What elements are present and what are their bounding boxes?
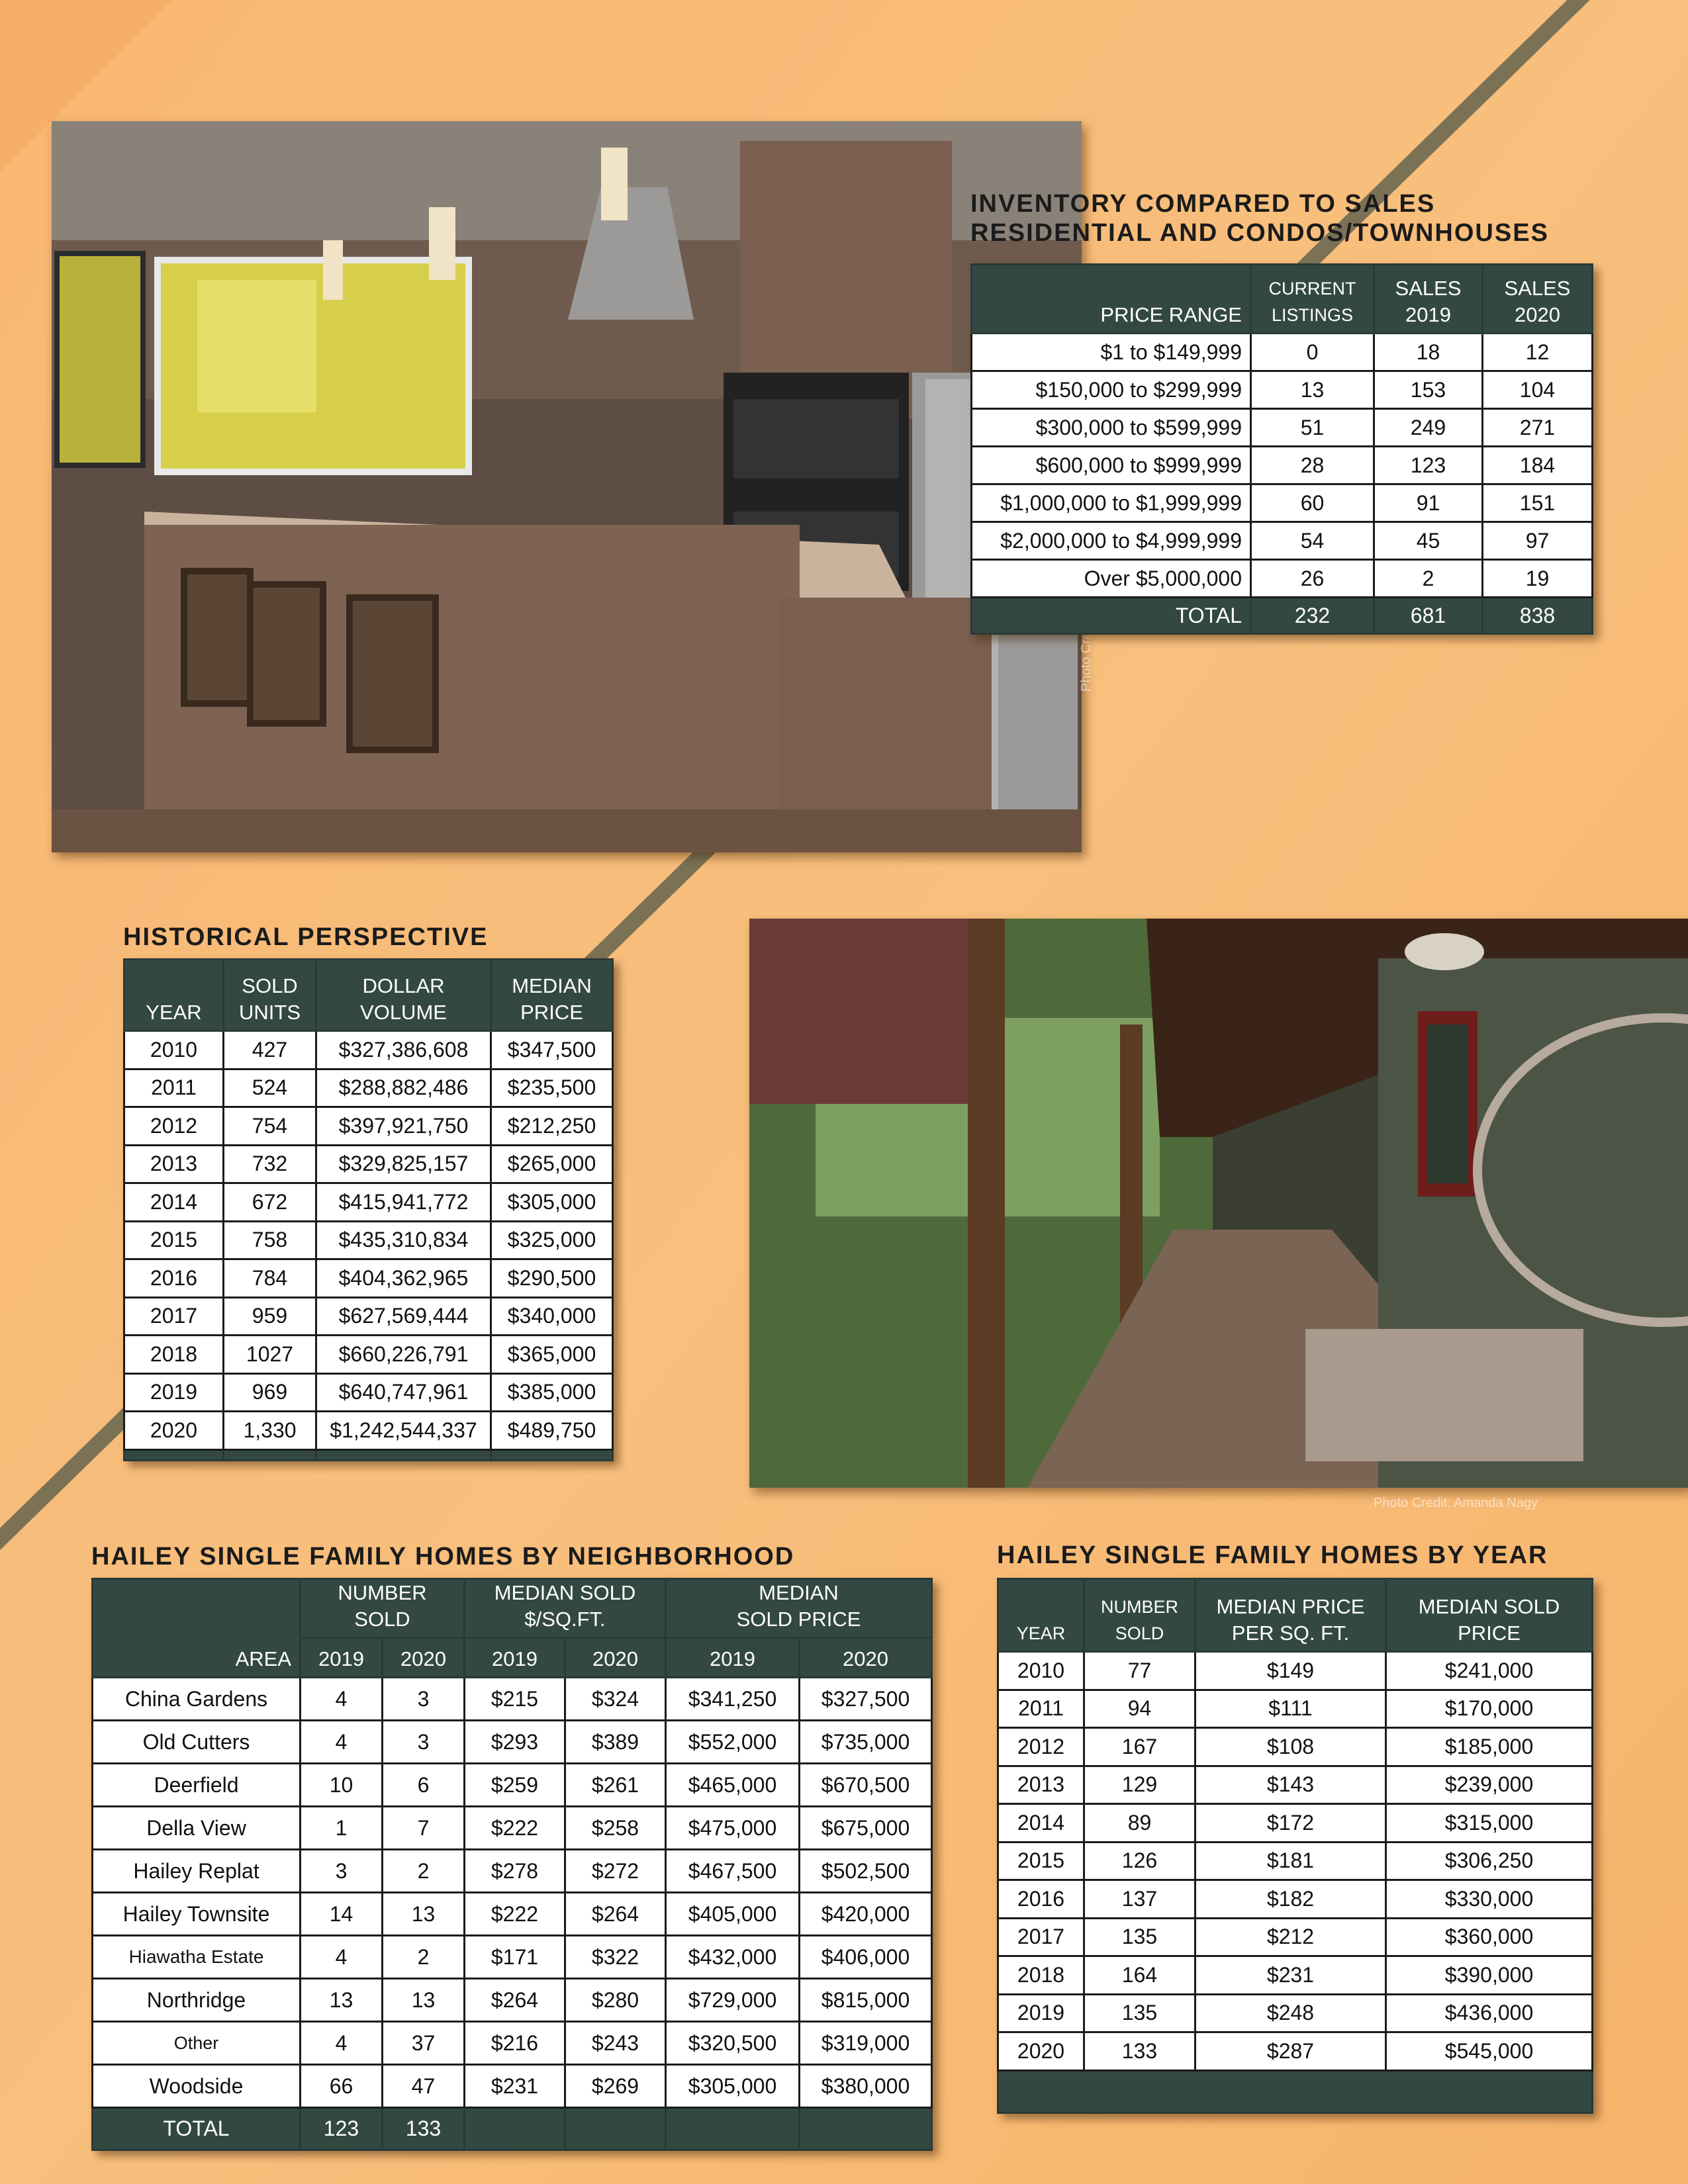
- neighborhood-row: [93, 1807, 932, 1850]
- median-ppsf-cell: $231: [1196, 1956, 1386, 1995]
- neighborhood-total-empty: [666, 2108, 800, 2150]
- dollar-volume-cell: $1,242,544,337: [316, 1412, 491, 1450]
- median-sqft-2019-cell: $278: [465, 1850, 565, 1893]
- median-sqft-2020-cell: $280: [565, 1979, 666, 2022]
- year-cell: 2013: [998, 1766, 1084, 1804]
- number-sold-2020-cell: 3: [383, 1678, 465, 1721]
- porch-photo-credit: Photo Credit: Amanda Nagy: [1374, 1496, 1538, 1510]
- historical-row: [124, 1183, 613, 1222]
- median-sqft-2020-cell: $272: [565, 1850, 666, 1893]
- inventory-title-line1: INVENTORY COMPARED TO SALES: [970, 190, 1436, 218]
- sales-2020-cell: 271: [1483, 409, 1593, 447]
- sales-2019-cell: 2: [1374, 560, 1483, 598]
- neighborhood-row: [93, 1678, 932, 1721]
- median-price-2020-cell: $406,000: [800, 1936, 932, 1979]
- price-range-cell: $1 to $149,999: [972, 334, 1251, 371]
- number-sold-cell: 133: [1084, 2032, 1196, 2071]
- sold-units-cell: 1027: [224, 1336, 316, 1374]
- current-listings-cell: 51: [1251, 409, 1374, 447]
- historical-header-year: YEAR: [124, 960, 224, 1031]
- median-price-cell: $365,000: [491, 1336, 613, 1374]
- sales-2019-cell: 91: [1374, 484, 1483, 522]
- median-price-2019-cell: $467,500: [666, 1850, 800, 1893]
- historical-row: [124, 1297, 613, 1336]
- historical-row: [124, 1145, 613, 1183]
- sold-units-cell: 959: [224, 1297, 316, 1336]
- sales-2019-cell: 18: [1374, 334, 1483, 371]
- sales-2020-cell: 19: [1483, 560, 1593, 598]
- inventory-title-line2: RESIDENTIAL AND CONDOS/TOWNHOUSES: [970, 219, 1549, 247]
- by-year-row: [998, 1728, 1593, 1766]
- median-sqft-2020-cell: $264: [565, 1893, 666, 1936]
- year-cell: 2015: [998, 1842, 1084, 1880]
- inventory-total-listings: 232: [1251, 598, 1374, 634]
- sold-units-cell: 524: [224, 1069, 316, 1107]
- median-sqft-2019-cell: $293: [465, 1721, 565, 1764]
- sold-units-cell: 732: [224, 1145, 316, 1183]
- neighborhood-subheader-2020: 2020: [800, 1638, 932, 1678]
- year-cell: 2011: [124, 1069, 224, 1107]
- neighborhood-subheader-2020: 2020: [383, 1638, 465, 1678]
- year-cell: 2016: [998, 1880, 1084, 1919]
- number-sold-cell: 129: [1084, 1766, 1196, 1804]
- by-year-row: [998, 1956, 1593, 1995]
- median-price-cell: $545,000: [1386, 2032, 1593, 2071]
- number-sold-2019-cell: 4: [301, 2022, 383, 2065]
- year-cell: 2014: [124, 1183, 224, 1222]
- median-ppsf-cell: $172: [1196, 1804, 1386, 1843]
- median-price-cell: $330,000: [1386, 1880, 1593, 1919]
- dollar-volume-cell: $640,747,961: [316, 1373, 491, 1412]
- inventory-header-price-range: PRICE RANGE: [972, 265, 1251, 334]
- dollar-volume-cell: $327,386,608: [316, 1031, 491, 1069]
- inventory-row: [972, 334, 1593, 371]
- inventory-row: [972, 447, 1593, 484]
- price-range-cell: Over $5,000,000: [972, 560, 1251, 598]
- neighborhood-subheader-2019: 2019: [465, 1638, 565, 1678]
- median-ppsf-cell: $181: [1196, 1842, 1386, 1880]
- neighborhood-row: [93, 1936, 932, 1979]
- median-sqft-2019-cell: $171: [465, 1936, 565, 1979]
- historical-footer-cell: [224, 1449, 316, 1460]
- number-sold-2019-cell: 4: [301, 1678, 383, 1721]
- area-cell: Hailey Townsite: [93, 1893, 301, 1936]
- number-sold-2020-cell: 13: [383, 1893, 465, 1936]
- number-sold-cell: 126: [1084, 1842, 1196, 1880]
- by-year-row: [998, 1880, 1593, 1919]
- price-range-cell: $600,000 to $999,999: [972, 447, 1251, 484]
- number-sold-2020-cell: 7: [383, 1807, 465, 1850]
- median-sqft-2019-cell: $222: [465, 1893, 565, 1936]
- area-cell: Della View: [93, 1807, 301, 1850]
- year-cell: 2014: [998, 1804, 1084, 1843]
- historical-footer-cell: [124, 1449, 224, 1460]
- number-sold-2020-cell: 3: [383, 1721, 465, 1764]
- number-sold-2020-cell: 2: [383, 1850, 465, 1893]
- year-cell: 2020: [124, 1412, 224, 1450]
- median-price-cell: $235,500: [491, 1069, 613, 1107]
- median-price-2020-cell: $502,500: [800, 1850, 932, 1893]
- median-ppsf-cell: $182: [1196, 1880, 1386, 1919]
- current-listings-cell: 26: [1251, 560, 1374, 598]
- historical-row: [124, 1069, 613, 1107]
- number-sold-2019-cell: 3: [301, 1850, 383, 1893]
- number-sold-2020-cell: 37: [383, 2022, 465, 2065]
- price-range-cell: $150,000 to $299,999: [972, 371, 1251, 409]
- inventory-header-sales-2019: SALES 2019: [1374, 265, 1483, 334]
- median-price-2020-cell: $380,000: [800, 2065, 932, 2108]
- median-price-2020-cell: $675,000: [800, 1807, 932, 1850]
- sales-2019-cell: 153: [1374, 371, 1483, 409]
- median-sqft-2019-cell: $216: [465, 2022, 565, 2065]
- neighborhood-total-2020: 133: [383, 2108, 465, 2150]
- inventory-header-sales-2020: SALES 2020: [1483, 265, 1593, 334]
- current-listings-cell: 60: [1251, 484, 1374, 522]
- historical-table: [123, 958, 614, 1461]
- inventory-table: [970, 263, 1593, 635]
- by-year-header-number-sold: NUMBER SOLD: [1084, 1579, 1196, 1652]
- dollar-volume-cell: $288,882,486: [316, 1069, 491, 1107]
- neighborhood-subheader-2019: 2019: [666, 1638, 800, 1678]
- historical-row: [124, 1221, 613, 1259]
- median-ppsf-cell: $287: [1196, 2032, 1386, 2071]
- current-listings-cell: 54: [1251, 522, 1374, 560]
- year-cell: 2019: [124, 1373, 224, 1412]
- median-price-cell: $360,000: [1386, 1918, 1593, 1956]
- dollar-volume-cell: $329,825,157: [316, 1145, 491, 1183]
- by-year-row: [998, 1766, 1593, 1804]
- year-cell: 2010: [998, 1652, 1084, 1690]
- area-cell: Deerfield: [93, 1764, 301, 1807]
- median-price-2020-cell: $815,000: [800, 1979, 932, 2022]
- by-year-header-median-price: MEDIAN SOLD PRICE: [1386, 1579, 1593, 1652]
- neighborhood-subheader-2020: 2020: [565, 1638, 666, 1678]
- by-year-row: [998, 1652, 1593, 1690]
- number-sold-cell: 135: [1084, 1918, 1196, 1956]
- by-year-row: [998, 2032, 1593, 2071]
- neighborhood-header-median-sqft: MEDIAN SOLD $/SQ.FT.: [465, 1579, 666, 1638]
- historical-row: [124, 1336, 613, 1374]
- median-price-2020-cell: $735,000: [800, 1721, 932, 1764]
- sold-units-cell: 758: [224, 1221, 316, 1259]
- median-price-2020-cell: $670,500: [800, 1764, 932, 1807]
- median-price-cell: $185,000: [1386, 1728, 1593, 1766]
- number-sold-2020-cell: 6: [383, 1764, 465, 1807]
- number-sold-2019-cell: 66: [301, 2065, 383, 2108]
- neighborhood-title: HAILEY SINGLE FAMILY HOMES BY NEIGHBORHOOD: [91, 1543, 795, 1570]
- neighborhood-header-median-price: MEDIAN SOLD PRICE: [666, 1579, 932, 1638]
- price-range-cell: $300,000 to $599,999: [972, 409, 1251, 447]
- number-sold-cell: 167: [1084, 1728, 1196, 1766]
- number-sold-2020-cell: 47: [383, 2065, 465, 2108]
- dollar-volume-cell: $660,226,791: [316, 1336, 491, 1374]
- median-price-cell: $347,500: [491, 1031, 613, 1069]
- sold-units-cell: 1,330: [224, 1412, 316, 1450]
- number-sold-2019-cell: 1: [301, 1807, 383, 1850]
- median-price-2019-cell: $305,000: [666, 2065, 800, 2108]
- neighborhood-total-label: TOTAL: [93, 2108, 301, 2150]
- historical-row: [124, 1107, 613, 1146]
- median-price-2020-cell: $319,000: [800, 2022, 932, 2065]
- neighborhood-row: [93, 1721, 932, 1764]
- median-price-cell: $290,500: [491, 1259, 613, 1298]
- area-cell: Other: [93, 2022, 301, 2065]
- median-ppsf-cell: $149: [1196, 1652, 1386, 1690]
- historical-row: [124, 1412, 613, 1450]
- median-sqft-2020-cell: $322: [565, 1936, 666, 1979]
- median-price-cell: $385,000: [491, 1373, 613, 1412]
- median-sqft-2019-cell: $222: [465, 1807, 565, 1850]
- median-price-2020-cell: $327,500: [800, 1678, 932, 1721]
- number-sold-cell: 164: [1084, 1956, 1196, 1995]
- current-listings-cell: 28: [1251, 447, 1374, 484]
- median-ppsf-cell: $212: [1196, 1918, 1386, 1956]
- median-price-cell: $265,000: [491, 1145, 613, 1183]
- median-ppsf-cell: $248: [1196, 1994, 1386, 2032]
- sold-units-cell: 784: [224, 1259, 316, 1298]
- year-cell: 2017: [124, 1297, 224, 1336]
- historical-header-sold-units: SOLD UNITS: [224, 960, 316, 1031]
- median-price-2020-cell: $420,000: [800, 1893, 932, 1936]
- sales-2019-cell: 123: [1374, 447, 1483, 484]
- median-sqft-2019-cell: $215: [465, 1678, 565, 1721]
- median-price-cell: $241,000: [1386, 1652, 1593, 1690]
- year-cell: 2018: [124, 1336, 224, 1374]
- median-sqft-2020-cell: $261: [565, 1764, 666, 1807]
- neighborhood-row: [93, 2022, 932, 2065]
- median-price-cell: $340,000: [491, 1297, 613, 1336]
- median-sqft-2020-cell: $258: [565, 1807, 666, 1850]
- inventory-row: [972, 371, 1593, 409]
- median-price-cell: $325,000: [491, 1221, 613, 1259]
- by-year-header-year: YEAR: [998, 1579, 1084, 1652]
- median-price-cell: $489,750: [491, 1412, 613, 1450]
- inventory-title: [970, 189, 1549, 248]
- area-cell: Hailey Replat: [93, 1850, 301, 1893]
- sales-2020-cell: 97: [1483, 522, 1593, 560]
- dollar-volume-cell: $627,569,444: [316, 1297, 491, 1336]
- median-price-2019-cell: $475,000: [666, 1807, 800, 1850]
- number-sold-2019-cell: 14: [301, 1893, 383, 1936]
- historical-header-dollar-volume: DOLLAR VOLUME: [316, 960, 491, 1031]
- historical-footer-cell: [491, 1449, 613, 1460]
- price-range-cell: $1,000,000 to $1,999,999: [972, 484, 1251, 522]
- by-year-row: [998, 1804, 1593, 1843]
- neighborhood-row: [93, 1764, 932, 1807]
- sales-2020-cell: 151: [1483, 484, 1593, 522]
- neighborhood-total-empty: [565, 2108, 666, 2150]
- sales-2019-cell: 249: [1374, 409, 1483, 447]
- neighborhood-row: [93, 1850, 932, 1893]
- inventory-row: [972, 560, 1593, 598]
- year-cell: 2017: [998, 1918, 1084, 1956]
- area-cell: China Gardens: [93, 1678, 301, 1721]
- porch-photo: [749, 919, 1688, 1488]
- number-sold-2019-cell: 13: [301, 1979, 383, 2022]
- inventory-row: [972, 484, 1593, 522]
- year-cell: 2013: [124, 1145, 224, 1183]
- median-ppsf-cell: $111: [1196, 1690, 1386, 1728]
- by-year-row: [998, 1918, 1593, 1956]
- median-sqft-2019-cell: $231: [465, 2065, 565, 2108]
- number-sold-cell: 94: [1084, 1690, 1196, 1728]
- area-cell: Hiawatha Estate: [93, 1936, 301, 1979]
- median-price-cell: $239,000: [1386, 1766, 1593, 1804]
- median-price-cell: $170,000: [1386, 1690, 1593, 1728]
- historical-title: HISTORICAL PERSPECTIVE: [123, 923, 489, 951]
- year-cell: 2018: [998, 1956, 1084, 1995]
- by-year-table: [997, 1578, 1593, 2114]
- by-year-footer-bar: [998, 2070, 1593, 2113]
- median-sqft-2020-cell: $243: [565, 2022, 666, 2065]
- median-price-2019-cell: $432,000: [666, 1936, 800, 1979]
- historical-row: [124, 1031, 613, 1069]
- area-cell: Northridge: [93, 1979, 301, 2022]
- number-sold-cell: 77: [1084, 1652, 1196, 1690]
- by-year-row: [998, 1994, 1593, 2032]
- number-sold-2019-cell: 4: [301, 1721, 383, 1764]
- number-sold-2019-cell: 10: [301, 1764, 383, 1807]
- median-price-2019-cell: $552,000: [666, 1721, 800, 1764]
- median-price-2019-cell: $320,500: [666, 2022, 800, 2065]
- sold-units-cell: 427: [224, 1031, 316, 1069]
- number-sold-cell: 135: [1084, 1994, 1196, 2032]
- dollar-volume-cell: $415,941,772: [316, 1183, 491, 1222]
- neighborhood-total-empty: [800, 2108, 932, 2150]
- neighborhood-total-2019: 123: [301, 2108, 383, 2150]
- inventory-header-current-listings: CURRENT LISTINGS: [1251, 265, 1374, 334]
- median-price-2019-cell: $465,000: [666, 1764, 800, 1807]
- median-price-2019-cell: $341,250: [666, 1678, 800, 1721]
- by-year-header-median-ppsf: MEDIAN PRICE PER SQ. FT.: [1196, 1579, 1386, 1652]
- number-sold-2020-cell: 2: [383, 1936, 465, 1979]
- median-price-cell: $306,250: [1386, 1842, 1593, 1880]
- historical-footer-cell: [316, 1449, 491, 1460]
- kitchen-photo: [52, 121, 1082, 852]
- year-cell: 2012: [124, 1107, 224, 1146]
- year-cell: 2020: [998, 2032, 1084, 2071]
- number-sold-cell: 137: [1084, 1880, 1196, 1919]
- neighborhood-header-number-sold: NUMBER SOLD: [301, 1579, 465, 1638]
- year-cell: 2015: [124, 1221, 224, 1259]
- sold-units-cell: 754: [224, 1107, 316, 1146]
- median-price-cell: $315,000: [1386, 1804, 1593, 1843]
- by-year-row: [998, 1842, 1593, 1880]
- median-sqft-2019-cell: $259: [465, 1764, 565, 1807]
- by-year-row: [998, 1690, 1593, 1728]
- historical-row: [124, 1373, 613, 1412]
- neighborhood-table: [91, 1578, 933, 2151]
- number-sold-cell: 89: [1084, 1804, 1196, 1843]
- neighborhood-row: [93, 1979, 932, 2022]
- dollar-volume-cell: $435,310,834: [316, 1221, 491, 1259]
- median-ppsf-cell: $143: [1196, 1766, 1386, 1804]
- number-sold-2019-cell: 4: [301, 1936, 383, 1979]
- median-price-cell: $212,250: [491, 1107, 613, 1146]
- sales-2019-cell: 45: [1374, 522, 1483, 560]
- inventory-total-sales-2020: 838: [1483, 598, 1593, 634]
- area-cell: Old Cutters: [93, 1721, 301, 1764]
- price-range-cell: $2,000,000 to $4,999,999: [972, 522, 1251, 560]
- median-price-2019-cell: $405,000: [666, 1893, 800, 1936]
- sales-2020-cell: 12: [1483, 334, 1593, 371]
- inventory-total-label: TOTAL: [972, 598, 1251, 634]
- sold-units-cell: 969: [224, 1373, 316, 1412]
- neighborhood-header-area: AREA: [93, 1579, 301, 1678]
- current-listings-cell: 0: [1251, 334, 1374, 371]
- neighborhood-row: [93, 1893, 932, 1936]
- median-price-cell: $305,000: [491, 1183, 613, 1222]
- year-cell: 2016: [124, 1259, 224, 1298]
- sales-2020-cell: 184: [1483, 447, 1593, 484]
- year-cell: 2011: [998, 1690, 1084, 1728]
- inventory-total-sales-2019: 681: [1374, 598, 1483, 634]
- inventory-row: [972, 522, 1593, 560]
- median-price-cell: $436,000: [1386, 1994, 1593, 2032]
- dollar-volume-cell: $397,921,750: [316, 1107, 491, 1146]
- year-cell: 2010: [124, 1031, 224, 1069]
- median-sqft-2020-cell: $324: [565, 1678, 666, 1721]
- median-sqft-2020-cell: $389: [565, 1721, 666, 1764]
- number-sold-2020-cell: 13: [383, 1979, 465, 2022]
- year-cell: 2019: [998, 1994, 1084, 2032]
- neighborhood-row: [93, 2065, 932, 2108]
- neighborhood-subheader-2019: 2019: [301, 1638, 383, 1678]
- inventory-row: [972, 409, 1593, 447]
- year-cell: 2012: [998, 1728, 1084, 1766]
- sold-units-cell: 672: [224, 1183, 316, 1222]
- sales-2020-cell: 104: [1483, 371, 1593, 409]
- median-sqft-2019-cell: $264: [465, 1979, 565, 2022]
- historical-header-median-price: MEDIAN PRICE: [491, 960, 613, 1031]
- dollar-volume-cell: $404,362,965: [316, 1259, 491, 1298]
- historical-row: [124, 1259, 613, 1298]
- area-cell: Woodside: [93, 2065, 301, 2108]
- current-listings-cell: 13: [1251, 371, 1374, 409]
- median-sqft-2020-cell: $269: [565, 2065, 666, 2108]
- by-year-title: HAILEY SINGLE FAMILY HOMES BY YEAR: [997, 1541, 1548, 1569]
- median-price-cell: $390,000: [1386, 1956, 1593, 1995]
- median-ppsf-cell: $108: [1196, 1728, 1386, 1766]
- median-price-2019-cell: $729,000: [666, 1979, 800, 2022]
- neighborhood-total-empty: [465, 2108, 565, 2150]
